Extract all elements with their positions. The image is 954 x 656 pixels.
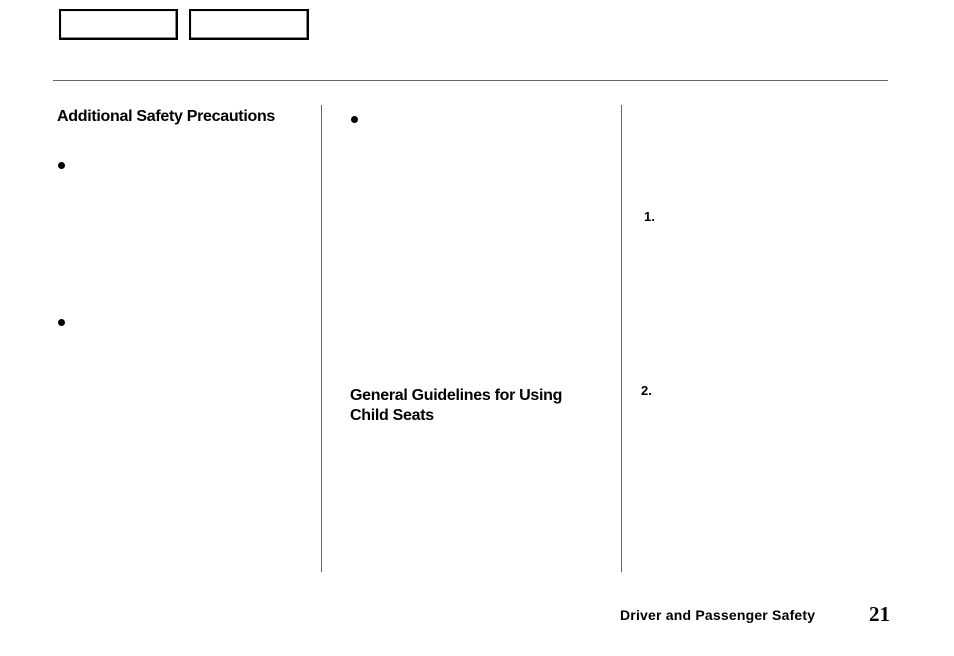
step-number: 1. [644, 209, 655, 224]
column-divider [621, 105, 622, 572]
section-heading: Additional Safety Precautions [57, 108, 276, 125]
footer-section-title: Driver and Passenger Safety [620, 607, 816, 623]
header-rule [53, 80, 888, 81]
column-divider [321, 105, 322, 572]
step-number: 2. [641, 383, 652, 398]
page-number: 21 [869, 602, 890, 626]
previous-page-button[interactable] [59, 9, 178, 40]
bullet-icon [58, 319, 65, 326]
bullet-icon [351, 116, 358, 123]
section-heading: General Guidelines for Using Child Seats [350, 387, 563, 424]
bullet-icon [58, 162, 65, 169]
next-page-button[interactable] [189, 9, 309, 40]
